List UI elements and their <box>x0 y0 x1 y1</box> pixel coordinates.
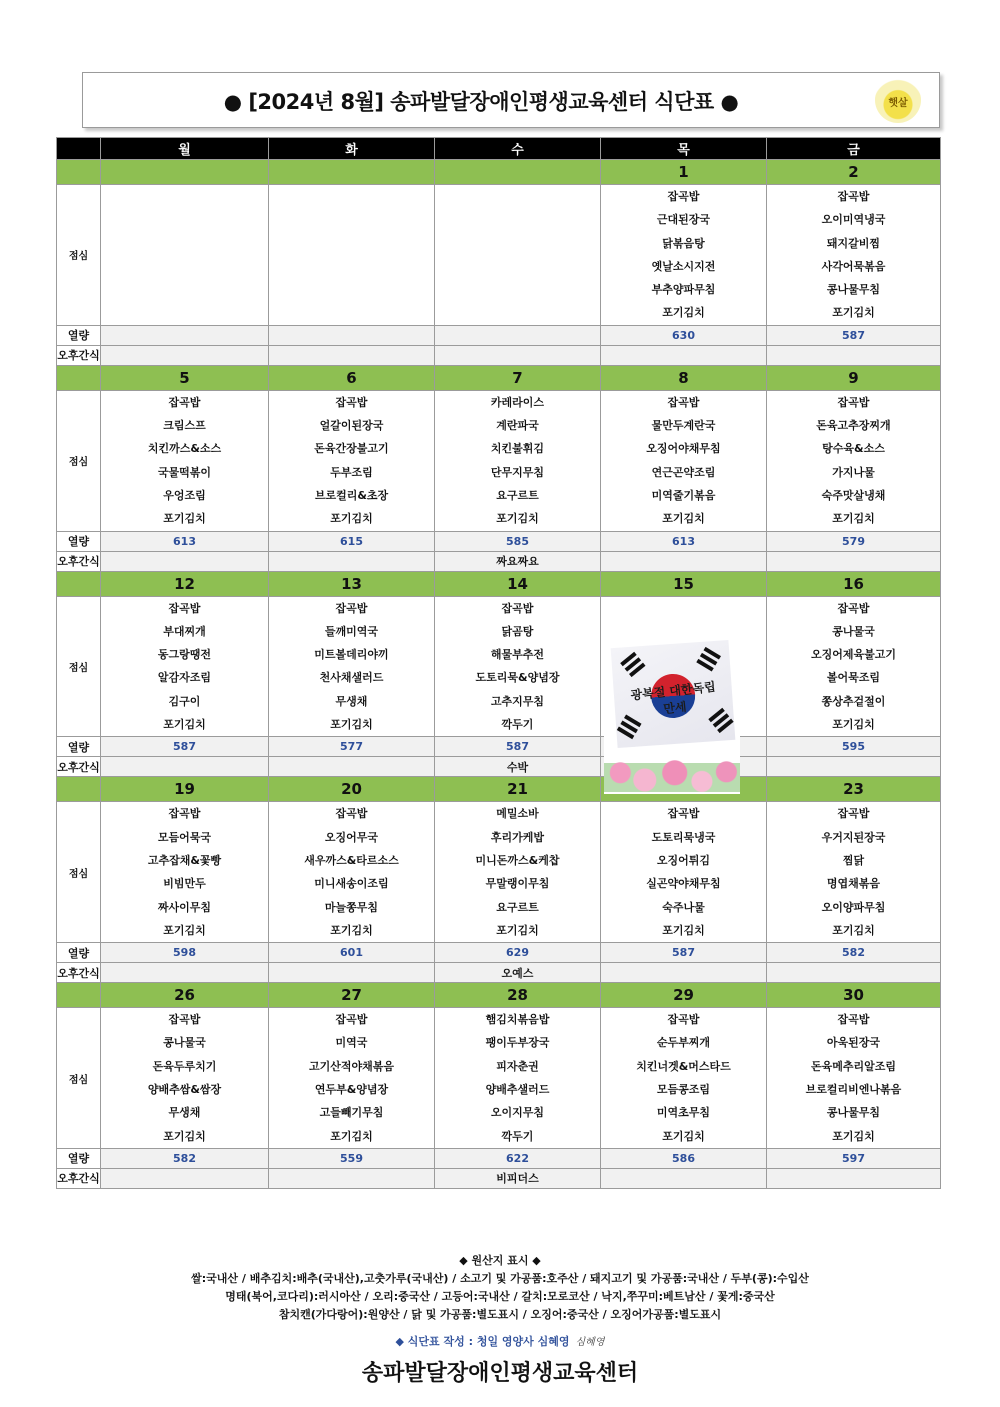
dish-item: 팽이두부장국 <box>485 1036 550 1050</box>
snack-row <box>57 1168 941 1188</box>
snack-empty-cell <box>601 551 767 571</box>
date-cell: 2 <box>767 160 941 185</box>
page-title: ● [2024년 8월] 송파발달장애인평생교육센터 식단표 ● <box>223 90 739 114</box>
snack-empty-cell <box>269 345 435 365</box>
snack-empty-cell <box>767 1168 941 1188</box>
dish-item: 포기김치 <box>163 718 206 732</box>
meal-cell <box>101 802 269 943</box>
dish-item: 메밀소바 <box>496 807 539 821</box>
dish-item: 오징어제육불고기 <box>810 648 896 662</box>
logo-text: 햇살 <box>888 98 908 109</box>
kcal-value: 622 <box>435 1148 601 1168</box>
dish-item: 포기김치 <box>330 1129 373 1143</box>
dish-item: 브로컬리&초장 <box>314 488 389 502</box>
date-cell <box>269 160 435 185</box>
kcal-value <box>435 325 601 345</box>
snack-empty-cell <box>767 551 941 571</box>
snack-empty-cell <box>101 1168 269 1188</box>
kcal-value: 598 <box>101 943 269 963</box>
dish-item: 돈육간장불고기 <box>314 442 389 456</box>
dish-item: 숙주맛살냉채 <box>821 488 886 502</box>
date-cell: 12 <box>101 571 269 596</box>
date-cell: 21 <box>435 777 601 802</box>
dish-item: 잡곡밥 <box>335 1013 368 1027</box>
dish-item: 두부조림 <box>330 465 373 479</box>
kcal-value: 613 <box>601 531 767 551</box>
dish-item: 사각어묵볶음 <box>821 259 886 273</box>
dish-item: 도토리묵냉국 <box>651 830 716 844</box>
dish-item: 실곤약야채무침 <box>646 877 721 891</box>
dish-item: 오이미역냉국 <box>821 213 886 227</box>
meal-cell <box>767 596 941 737</box>
date-row-label <box>57 160 101 185</box>
date-cell: 30 <box>767 983 941 1008</box>
snack-empty-cell <box>269 963 435 983</box>
dish-item: 고들빼기무침 <box>319 1106 384 1120</box>
date-cell: 19 <box>101 777 269 802</box>
title-box <box>82 72 940 128</box>
dish-item: 포기김치 <box>662 1129 705 1143</box>
dish-item: 돈육메추리알조림 <box>810 1059 896 1073</box>
date-cell <box>435 160 601 185</box>
meal-cell <box>269 596 435 737</box>
dish-item: 잡곡밥 <box>168 395 201 409</box>
dish-item: 잡곡밥 <box>501 601 534 615</box>
date-row-label <box>57 365 101 390</box>
date-cell: 28 <box>435 983 601 1008</box>
kcal-row <box>57 943 941 963</box>
dish-item: 모듬콩조림 <box>656 1083 711 1097</box>
meal-cell <box>601 1008 767 1149</box>
dish-item: 피자춘권 <box>496 1059 539 1073</box>
dish-item: 치킨불휘김 <box>490 442 545 456</box>
meal-cell <box>101 185 269 326</box>
dish-item: 잡곡밥 <box>667 190 700 203</box>
date-cell: 5 <box>101 365 269 390</box>
flowers-decoration <box>604 744 740 792</box>
dish-item: 포기김치 <box>832 512 875 526</box>
meal-cell <box>767 1008 941 1149</box>
dish-item: 연두부&양념장 <box>314 1083 389 1097</box>
dish-item: 깍두기 <box>501 1129 534 1143</box>
dish-item: 김구이 <box>168 694 201 708</box>
dish-item: 해물부추전 <box>490 648 545 662</box>
dish-item: 잡곡밥 <box>335 395 368 409</box>
lunch-label: 점심 <box>57 802 101 943</box>
dish-item: 들깨미역국 <box>324 624 379 638</box>
dish-item: 가지나물 <box>832 465 875 479</box>
kcal-label: 열량 <box>57 737 101 757</box>
dish-item: 잡곡밥 <box>837 807 870 821</box>
meal-cell <box>435 185 601 326</box>
meal-cell <box>269 185 435 326</box>
dish-item: 부추양파무침 <box>651 283 716 297</box>
snack-label: 오후간식 <box>57 1168 101 1188</box>
author-line <box>0 1333 1000 1349</box>
dish-item: 오징어야채무침 <box>646 442 721 456</box>
dish-item: 포기김치 <box>163 923 206 937</box>
date-row-label <box>57 571 101 596</box>
date-cell: 14 <box>435 571 601 596</box>
dish-item: 미니돈까스&케찹 <box>475 853 560 867</box>
kcal-value: 587 <box>767 325 941 345</box>
snack-label: 오후간식 <box>57 345 101 365</box>
dish-item: 얼갈이된장국 <box>319 419 384 433</box>
dish-item: 포기김치 <box>330 923 373 937</box>
dish-item: 오징어튀김 <box>656 853 711 867</box>
kcal-value: 559 <box>269 1148 435 1168</box>
kcal-value: 586 <box>601 1148 767 1168</box>
snack-empty-cell <box>767 345 941 365</box>
author-text: ◆ 식단표 작성 : 청일 영양사 심혜영 <box>395 1335 570 1348</box>
meal-cell <box>767 390 941 531</box>
dish-item: 아욱된장국 <box>826 1036 881 1050</box>
dish-item: 포기김치 <box>163 1129 206 1143</box>
kcal-value <box>101 325 269 345</box>
lunch-label: 점심 <box>57 185 101 326</box>
dish-item: 계란파국 <box>496 419 539 433</box>
dish-item: 고기산적야채볶음 <box>308 1059 394 1073</box>
signature: 심혜영 <box>575 1337 605 1348</box>
lunch-label: 점심 <box>57 1008 101 1149</box>
meal-cell <box>435 596 601 737</box>
lunch-row <box>57 185 941 326</box>
kcal-label: 열량 <box>57 325 101 345</box>
dish-item: 고추잡채&꽃빵 <box>147 853 222 867</box>
weekday-mon: 월 <box>101 138 269 160</box>
kcal-value: 613 <box>101 531 269 551</box>
kcal-value: 615 <box>269 531 435 551</box>
snack-empty-cell <box>601 963 767 983</box>
dish-item: 우엉조림 <box>163 488 206 502</box>
dish-item: 치킨까스&소스 <box>147 442 222 456</box>
date-cell: 16 <box>767 571 941 596</box>
lunch-row <box>57 596 941 737</box>
dish-item: 부대찌개 <box>163 624 206 638</box>
dish-item: 잡곡밥 <box>837 395 870 409</box>
date-cell: 1 <box>601 160 767 185</box>
dish-item: 포기김치 <box>662 306 705 320</box>
meal-cell <box>269 802 435 943</box>
dish-item: 카레라이스 <box>490 395 545 409</box>
dish-item: 알감자조림 <box>157 671 212 685</box>
meal-cell <box>269 390 435 531</box>
dish-item: 연근곤약조림 <box>651 465 716 479</box>
snack-row <box>57 757 941 777</box>
dish-item: 잡곡밥 <box>335 601 368 615</box>
date-row <box>57 160 941 185</box>
footer-center-name: 송파발달장애인평생교육센터 <box>361 1361 639 1386</box>
dish-item: 양배추쌈&쌈장 <box>147 1083 222 1097</box>
dish-item: 콩나물무침 <box>826 283 881 297</box>
dish-item: 볼어묵조림 <box>826 671 881 685</box>
lunch-row <box>57 802 941 943</box>
snack-label: 오후간식 <box>57 757 101 777</box>
dish-item: 비빔만두 <box>163 877 206 891</box>
date-cell: 20 <box>269 777 435 802</box>
dish-item: 우거지된장국 <box>821 830 886 844</box>
origin-line-1: 쌀:국내산 / 배추김치:배추(국내산),고춧가루(국내산) / 소고기 및 가공품:호주산 / 돼지고기 및 가공품:국내산 / 두부(콩):수입산 <box>191 1272 809 1285</box>
dish-item: 포기김치 <box>832 1129 875 1143</box>
snack-empty-cell <box>269 1168 435 1188</box>
kcal-row <box>57 1148 941 1168</box>
kcal-value: 601 <box>269 943 435 963</box>
date-cell: 15 <box>601 571 767 596</box>
kcal-value: 629 <box>435 943 601 963</box>
dish-item: 콩나물국 <box>163 1036 206 1050</box>
dish-item: 짜사이무침 <box>157 900 212 914</box>
dish-item: 치킨너겟&머스타드 <box>636 1059 731 1073</box>
dish-item: 잡곡밥 <box>837 190 870 203</box>
snack-empty-cell <box>269 757 435 777</box>
snack-value: 오예스 <box>435 963 601 983</box>
dish-item: 잡곡밥 <box>168 601 201 615</box>
kcal-row <box>57 531 941 551</box>
snack-row <box>57 551 941 571</box>
date-cell: 6 <box>269 365 435 390</box>
weekday-tue: 화 <box>269 138 435 160</box>
meal-cell <box>101 1008 269 1149</box>
dish-item: 콩나물국 <box>832 624 875 638</box>
kcal-value: 585 <box>435 531 601 551</box>
lunch-row <box>57 390 941 531</box>
dish-item: 돈육두루치기 <box>152 1059 217 1073</box>
date-cell: 8 <box>601 365 767 390</box>
dish-item: 햄김치볶음밥 <box>485 1013 550 1027</box>
dish-item: 포기김치 <box>496 923 539 937</box>
snack-empty-cell <box>269 551 435 571</box>
dish-item: 돼지갈비찜 <box>826 236 881 250</box>
date-cell: 13 <box>269 571 435 596</box>
date-cell <box>101 160 269 185</box>
snack-row <box>57 963 941 983</box>
date-row <box>57 571 941 596</box>
dish-item: 미역국 <box>335 1036 368 1050</box>
kcal-value: 630 <box>601 325 767 345</box>
kcal-value: 579 <box>767 531 941 551</box>
kcal-value: 582 <box>101 1148 269 1168</box>
kcal-value: 597 <box>767 1148 941 1168</box>
kcal-label: 열량 <box>57 531 101 551</box>
meal-cell <box>101 390 269 531</box>
dish-item: 요구르트 <box>496 900 539 914</box>
snack-empty-cell <box>101 345 269 365</box>
dish-item: 천사채샐러드 <box>319 671 384 685</box>
dish-item: 단무지무침 <box>490 465 545 479</box>
dish-item: 미역줄기볶음 <box>651 488 716 502</box>
kcal-value <box>269 325 435 345</box>
dish-item: 고추지무침 <box>490 694 545 708</box>
dish-item: 잡곡밥 <box>667 395 700 409</box>
meal-cell <box>767 185 941 326</box>
snack-value: 비피더스 <box>435 1168 601 1188</box>
dish-item: 포기김치 <box>330 512 373 526</box>
dish-item: 닭곰탕 <box>501 624 534 638</box>
corner-cell <box>57 138 101 160</box>
dish-item: 미트볼데리야끼 <box>314 648 389 662</box>
meal-cell <box>601 185 767 326</box>
kcal-label: 열량 <box>57 1148 101 1168</box>
snack-empty-cell <box>767 757 941 777</box>
meal-cell <box>767 802 941 943</box>
dish-item: 찜닭 <box>842 853 865 867</box>
meal-cell <box>435 802 601 943</box>
meal-cell <box>101 596 269 737</box>
meal-cell <box>435 390 601 531</box>
date-cell: 9 <box>767 365 941 390</box>
dish-item: 오징어무국 <box>324 830 379 844</box>
dish-item: 국물떡볶이 <box>157 465 212 479</box>
center-logo <box>875 77 921 123</box>
liberation-day-image <box>604 622 740 794</box>
dish-item: 포기김치 <box>662 923 705 937</box>
dish-item: 콩나물무침 <box>826 1106 881 1120</box>
dish-item: 무생채 <box>168 1106 201 1120</box>
dish-item: 잡곡밥 <box>168 1013 201 1027</box>
dish-item: 무말랭이무침 <box>485 877 550 891</box>
date-cell: 29 <box>601 983 767 1008</box>
dish-item: 돈육고추장찌개 <box>816 419 891 433</box>
dish-item: 포기김치 <box>832 923 875 937</box>
dish-item: 오이양파무침 <box>821 900 886 914</box>
dish-item: 오이지무침 <box>490 1106 545 1120</box>
snack-label: 오후간식 <box>57 963 101 983</box>
meal-cell <box>435 1008 601 1149</box>
weekday-header-row <box>57 138 941 160</box>
lunch-label: 점심 <box>57 390 101 531</box>
date-cell: 27 <box>269 983 435 1008</box>
dish-item: 포기김치 <box>496 512 539 526</box>
dish-item: 순두부찌개 <box>656 1036 711 1050</box>
snack-empty-cell <box>101 963 269 983</box>
lunch-label: 점심 <box>57 596 101 737</box>
date-cell: 26 <box>101 983 269 1008</box>
dish-item: 잡곡밥 <box>837 1013 870 1027</box>
menu-table <box>56 137 941 1189</box>
dish-item: 미역초무침 <box>656 1106 711 1120</box>
dish-item: 잡곡밥 <box>667 807 700 821</box>
dish-item: 도토리묵&양념장 <box>475 671 560 685</box>
snack-value <box>435 345 601 365</box>
dish-item: 후리가케밥 <box>490 830 545 844</box>
holiday-text: 광복절 대한독립만세 <box>629 679 717 717</box>
meal-cell <box>601 802 767 943</box>
snack-value: 짜요짜요 <box>435 551 601 571</box>
dish-item: 무생채 <box>335 694 368 708</box>
kcal-value: 595 <box>767 737 941 757</box>
snack-empty-cell <box>767 963 941 983</box>
meal-cell <box>601 390 767 531</box>
snack-empty-cell <box>101 757 269 777</box>
dish-item: 동그랑땡전 <box>157 648 212 662</box>
dish-item: 잡곡밥 <box>335 807 368 821</box>
menu-body <box>57 160 941 1189</box>
date-row-label <box>57 983 101 1008</box>
weekday-thu: 목 <box>601 138 767 160</box>
dish-item: 포기김치 <box>832 306 875 320</box>
dish-item: 요구르트 <box>496 488 539 502</box>
dish-item: 잡곡밥 <box>837 601 870 615</box>
date-row <box>57 983 941 1008</box>
dish-item: 양배추샐러드 <box>485 1083 550 1097</box>
dish-item: 탕수육&소스 <box>822 442 885 456</box>
dish-item: 닭볶음탕 <box>662 236 705 250</box>
dish-item: 포기김치 <box>832 718 875 732</box>
dish-item: 잡곡밥 <box>168 807 201 821</box>
snack-value: 수박 <box>435 757 601 777</box>
origin-title: ◆ 원산지 표시 ◆ <box>459 1254 541 1267</box>
kcal-value: 582 <box>767 943 941 963</box>
kcal-value: 577 <box>269 737 435 757</box>
kcal-row <box>57 737 941 757</box>
date-cell: 7 <box>435 365 601 390</box>
dish-item: 모듬어묵국 <box>157 830 212 844</box>
date-row <box>57 365 941 390</box>
weekday-fri: 금 <box>767 138 941 160</box>
dish-item: 포기김치 <box>662 512 705 526</box>
dish-item: 새우까스&타르소스 <box>304 853 399 867</box>
dish-item: 잡곡밥 <box>667 1013 700 1027</box>
dish-item: 깍두기 <box>501 718 534 732</box>
weekday-wed: 수 <box>435 138 601 160</box>
dish-item: 크림스프 <box>163 419 206 433</box>
dish-item: 미니새송이조림 <box>314 877 389 891</box>
origin-line-3: 참치캔(가다랑어):원양산 / 닭 및 가공품:별도표시 / 오징어:중국산 / 오징어가공품:별도표시 <box>278 1308 722 1321</box>
snack-label: 오후간식 <box>57 551 101 571</box>
dish-item: 브로컬리비엔나볶음 <box>805 1083 902 1097</box>
dish-item: 숙주나물 <box>662 900 705 914</box>
dish-item: 마늘쫑무침 <box>324 900 379 914</box>
origin-line-2: 명태(북어,코다리):러시아산 / 오리:중국산 / 고등어:국내산 / 갈치:모로코산 / 낙지,쭈꾸미:베트남산 / 꽃게:중국산 <box>225 1290 775 1303</box>
dish-item: 쫑상추겉절이 <box>821 694 886 708</box>
kcal-row <box>57 325 941 345</box>
lunch-row <box>57 1008 941 1149</box>
dish-item: 물만두계란국 <box>651 419 716 433</box>
kcal-value: 587 <box>601 943 767 963</box>
kcal-value: 587 <box>101 737 269 757</box>
date-row <box>57 777 941 802</box>
snack-empty-cell <box>601 345 767 365</box>
snack-empty-cell <box>601 1168 767 1188</box>
date-cell: 23 <box>767 777 941 802</box>
date-row-label <box>57 777 101 802</box>
snack-row <box>57 345 941 365</box>
dish-item: 포기김치 <box>330 718 373 732</box>
snack-empty-cell <box>101 551 269 571</box>
kcal-label: 열량 <box>57 943 101 963</box>
dish-item: 옛날소시지전 <box>651 259 716 273</box>
dish-item: 포기김치 <box>163 512 206 526</box>
dish-item: 근대된장국 <box>656 213 711 227</box>
dish-item: 명엽채볶음 <box>826 877 881 891</box>
meal-cell <box>269 1008 435 1149</box>
kcal-value: 587 <box>435 737 601 757</box>
